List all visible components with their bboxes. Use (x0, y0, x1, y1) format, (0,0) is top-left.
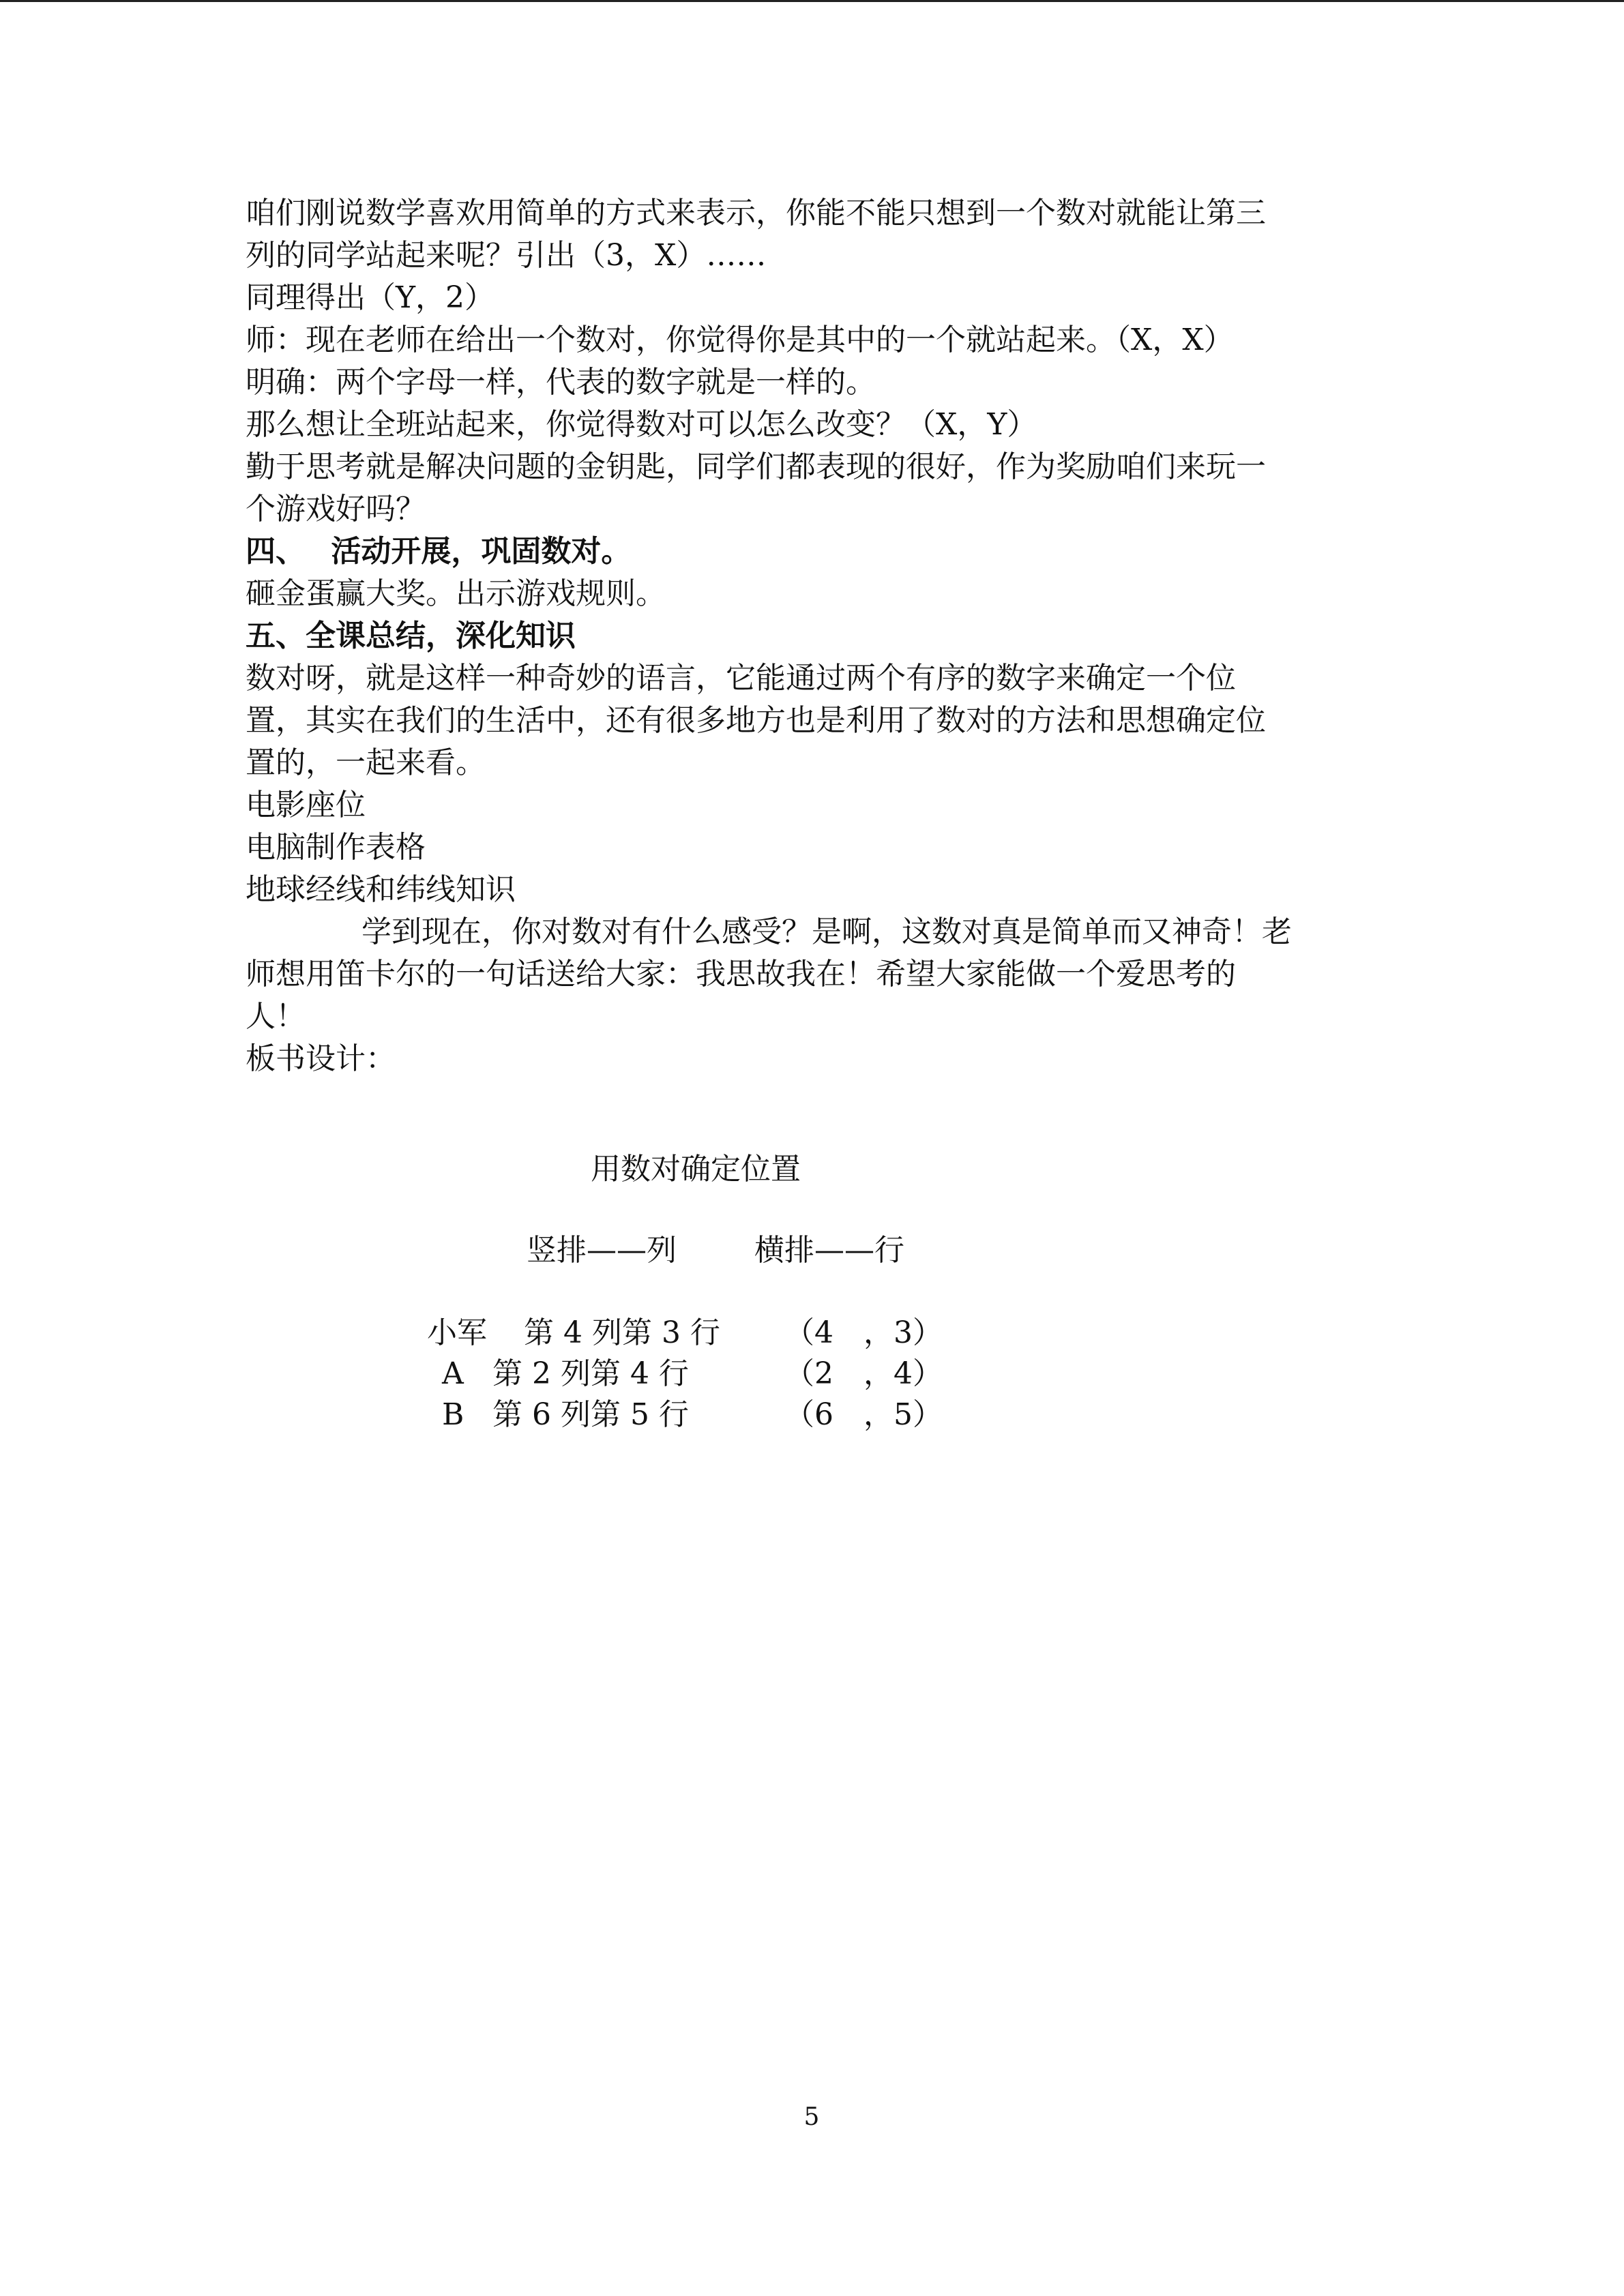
board-row-name: 小军 (427, 1315, 487, 1350)
document-body (246, 192, 1391, 1080)
list-item: 电脑制作表格 (246, 830, 426, 865)
paragraph-line: 咱们刚说数学喜欢用简单的方式来表示，你能不能只想到一个数对就能让第三 (246, 196, 1266, 230)
paragraph-line: 学到现在，你对数对有什么感受？是啊，这数对真是简单而又神奇！老 (361, 914, 1292, 949)
list-item: 电影座位 (246, 788, 366, 822)
board-row-pair: （6 ，5） (784, 1397, 943, 1432)
paragraph-line: 置的，一起来看。 (246, 745, 486, 780)
board-design-label: 板书设计： (246, 1041, 396, 1076)
board-horizontal-label: 横排——行 (754, 1233, 904, 1268)
section-heading-4: 四、 活动开展，巩固数对。 (246, 534, 632, 569)
paragraph-line: 列的同学站起来呢？引出（3，X）…… (246, 238, 767, 273)
paragraph-line: 那么想让全班站起来，你觉得数对可以怎么改变？（X，Y） (246, 407, 1037, 442)
page-top-border (0, 0, 1624, 2)
paragraph-line: 人！ (246, 999, 306, 1034)
paragraph-line: 师想用笛卡尔的一句话送给大家：我思故我在！希望大家能做一个爱思考的 (246, 957, 1236, 992)
board-row-name: B (442, 1397, 464, 1432)
list-item: 地球经线和纬线知识 (246, 872, 516, 907)
page-number: 5 (803, 2103, 820, 2131)
paragraph-line: 个游戏好吗？ (246, 492, 426, 526)
paragraph-line: 勤于思考就是解决问题的金钥匙，同学们都表现的很好，作为奖励咱们来玩一 (246, 449, 1266, 484)
paragraph-line: 师：现在老师在给出一个数对，你觉得你是其中的一个就站起来。（X，X） (246, 323, 1234, 357)
board-vertical-label: 竖排——列 (527, 1233, 677, 1268)
paragraph-line: 砸金蛋赢大奖。出示游戏规则。 (246, 576, 666, 611)
paragraph-line: 数对呀，就是这样一种奇妙的语言，它能通过两个有序的数字来确定一个位 (246, 661, 1236, 696)
paragraph-line: 明确：两个字母一样，代表的数字就是一样的。 (246, 365, 876, 400)
board-title: 用数对确定位置 (591, 1152, 801, 1187)
board-row-pair: （4 ，3） (784, 1315, 943, 1350)
section-heading-5: 五、全课总结，深化知识 (246, 618, 576, 653)
paragraph-line: 置，其实在我们的生活中，还有很多地方也是利用了数对的方法和思想确定位 (246, 703, 1266, 738)
board-row-name: A (442, 1356, 464, 1391)
paragraph-line: 同理得出（Y，2） (246, 280, 495, 315)
board-row-pair: （2 ，4） (784, 1356, 943, 1391)
board-row-desc: 第 2 列第 4 行 (492, 1356, 689, 1391)
board-row-desc: 第 4 列第 3 行 (524, 1315, 720, 1350)
board-row-desc: 第 6 列第 5 行 (492, 1397, 689, 1432)
